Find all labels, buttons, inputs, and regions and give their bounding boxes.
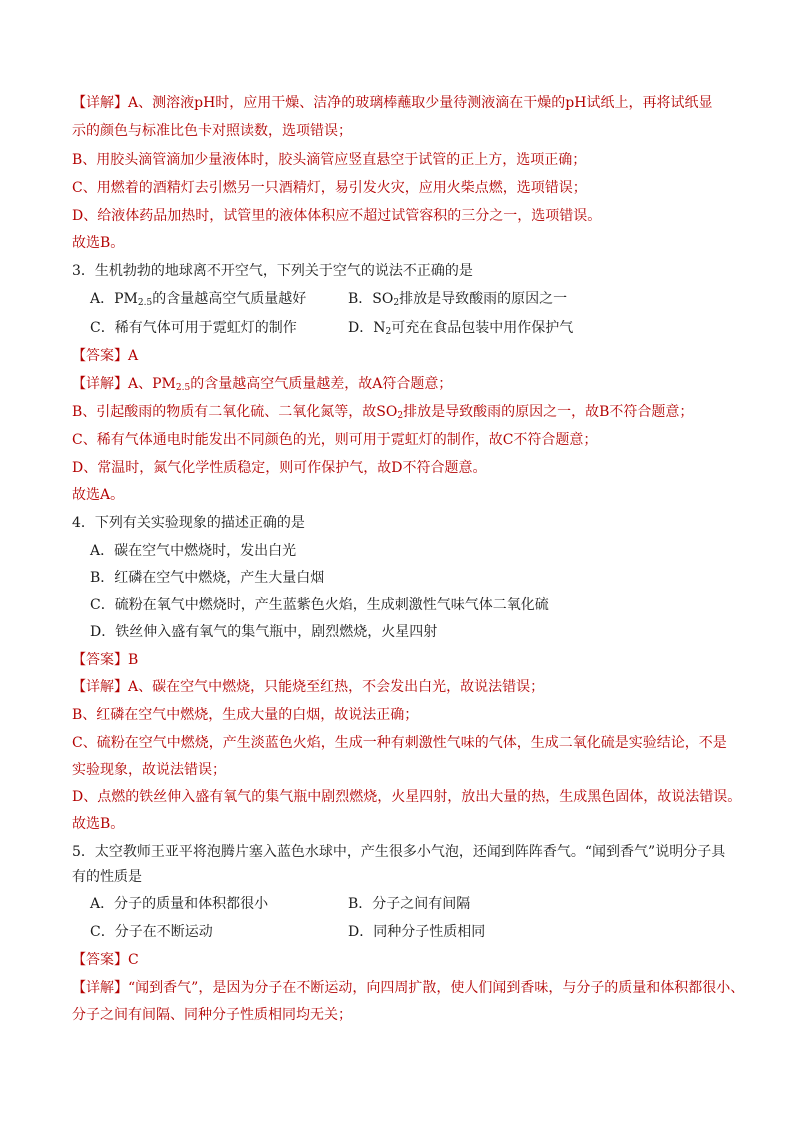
q3-explain-2-sub: 2	[397, 411, 404, 421]
q3-explain-1-pre: A、PM	[128, 376, 176, 392]
q4-explain-line-2: B、红磷在空气中燃烧，生成大量的白烟，故说法正确；	[72, 707, 419, 723]
q5-explain-1-text: “闻到香气”，是因为分子在不断运动，向四周扩散，使人们闻到香味，与分子的质量和体积都很小、	[128, 980, 745, 996]
q4-option-d: D．铁丝伸入盛有氧气的集气瓶中，剧烈燃烧，火星四射	[90, 624, 438, 640]
q4-explain-line-1	[72, 677, 734, 697]
q3-option-b-sub: 2	[393, 298, 400, 308]
q4-option-c: C．硫粉在氧气中燃烧时，产生蓝紫色火焰，生成刺激性气味气体二氧化硫	[90, 597, 549, 613]
q3-option-b-post: 排放是导致酸雨的原因之一	[399, 291, 568, 307]
q4-explain-1-text: A、碳在空气中燃烧，只能烧至红热，不会发出白光，故说法错误；	[128, 679, 545, 695]
q3-explain-line-2	[72, 402, 734, 426]
q4-explain-line-3: C、硫粉在空气中燃烧，产生淡蓝色火焰，生成一种有刺激性气味的气体，生成二氧化硫是实验结论，不是	[72, 735, 727, 751]
answer-tag: 【答案】	[72, 652, 128, 668]
q3-explain-line-1	[72, 374, 734, 398]
q5-stem-line-2: 有的性质是	[72, 869, 142, 885]
q4-answer-value: B	[128, 652, 139, 668]
q3-stem: 3．生机勃勃的地球离不开空气，下列关于空气的说法不正确的是	[72, 263, 473, 279]
q3-option-a-post: 的含量越高空气质量越好	[152, 291, 307, 307]
q5-option-a: A．分子的质量和体积都很小	[90, 896, 269, 912]
detail-tag: 【详解】	[72, 95, 128, 111]
q3-explain-line-3: C、稀有气体通电时能发出不同颜色的光，则可用于霓虹灯的制作，故C不符合题意；	[72, 432, 598, 448]
answer-tag: 【答案】	[72, 348, 128, 364]
q3-option-a-sub: 2.5	[137, 298, 153, 308]
q3-option-b	[348, 289, 567, 313]
q3-conclusion: 故选A。	[72, 487, 125, 503]
q3-answer-value: A	[128, 348, 139, 364]
detail-tag: 【详解】	[72, 679, 128, 695]
q3-answer	[72, 346, 734, 366]
q5-explain-line-1	[72, 978, 745, 998]
q3-option-d-pre: D．N	[348, 320, 386, 336]
q5-option-d: D．同种分子性质相同	[348, 924, 486, 940]
q3-option-d-post: 可充在食品包装中用作保护气	[391, 320, 574, 336]
q3-option-d	[348, 318, 573, 342]
q2-explain-line-5: D、给液体药品加热时，试管里的液体体积应不超过试管容积的三分之一，选项错误。	[72, 208, 602, 224]
q2-explain-text: A、测溶液pH时，应用干燥、洁净的玻璃棒蘸取少量待测液滴在干燥的pH试纸上，再将试纸显	[128, 95, 713, 111]
q3-option-d-sub: 2	[385, 327, 392, 337]
q5-answer	[72, 950, 734, 970]
q2-explain-line-1	[72, 93, 734, 113]
q2-explain-line-3: B、用胶头滴管滴加少量液体时，胶头滴管应竖直悬空于试管的正上方，选项正确；	[72, 152, 587, 168]
q4-conclusion: 故选B。	[72, 816, 125, 832]
q2-conclusion: 故选B。	[72, 235, 125, 251]
q4-answer	[72, 650, 734, 670]
q3-explain-line-4: D、常温时，氮气化学性质稳定，则可作保护气，故D不符合题意。	[72, 460, 487, 476]
q2-explain-line-4: C、用燃着的酒精灯去引燃另一只酒精灯，易引发火灾，应用火柴点燃，选项错误；	[72, 180, 587, 196]
q5-option-b: B．分子之间有间隔	[348, 896, 471, 912]
answer-tag: 【答案】	[72, 952, 128, 968]
q4-explain-line-4: 实验现象，故说法错误；	[72, 762, 226, 778]
q5-answer-value: C	[128, 952, 139, 968]
q4-option-b: B．红磷在空气中燃烧，产生大量白烟	[90, 570, 325, 586]
q5-explain-line-2: 分子之间有间隔、同种分子性质相同均无关；	[72, 1007, 352, 1023]
q3-explain-1-post: 的含量越高空气质量越差，故A符合题意；	[190, 376, 453, 392]
q3-option-c: C．稀有气体可用于霓虹灯的制作	[90, 320, 297, 336]
q5-stem-line-1: 5．太空教师王亚平将泡腾片塞入蓝色水球中，产生很多小气泡，还闻到阵阵香气。“闻到香气”说明分子具	[72, 844, 726, 860]
q2-explain-line-2: 示的颜色与标准比色卡对照读数，选项错误；	[72, 123, 352, 139]
q3-explain-2-pre: B、引起酸雨的物质有二氧化硫、二氧化氮等，故SO	[72, 404, 398, 420]
detail-tag: 【详解】	[72, 376, 128, 392]
q4-stem: 4．下列有关实验现象的描述正确的是	[72, 515, 305, 531]
detail-tag: 【详解】	[72, 980, 128, 996]
q3-explain-2-post: 排放是导致酸雨的原因之一，故B不符合题意；	[403, 404, 694, 420]
q4-option-a: A．碳在空气中燃烧时，发出白光	[90, 543, 297, 559]
q3-option-a-pre: A．PM	[90, 291, 138, 307]
q3-explain-1-sub: 2.5	[175, 383, 191, 393]
q5-option-c: C．分子在不断运动	[90, 924, 213, 940]
q4-explain-line-5: D、点燃的铁丝伸入盛有氧气的集气瓶中剧烈燃烧，火星四射，放出大量的热，生成黑色固体，故说法错误。	[72, 789, 742, 805]
q3-option-a	[90, 289, 306, 313]
q3-option-b-pre: B．SO	[348, 291, 394, 307]
